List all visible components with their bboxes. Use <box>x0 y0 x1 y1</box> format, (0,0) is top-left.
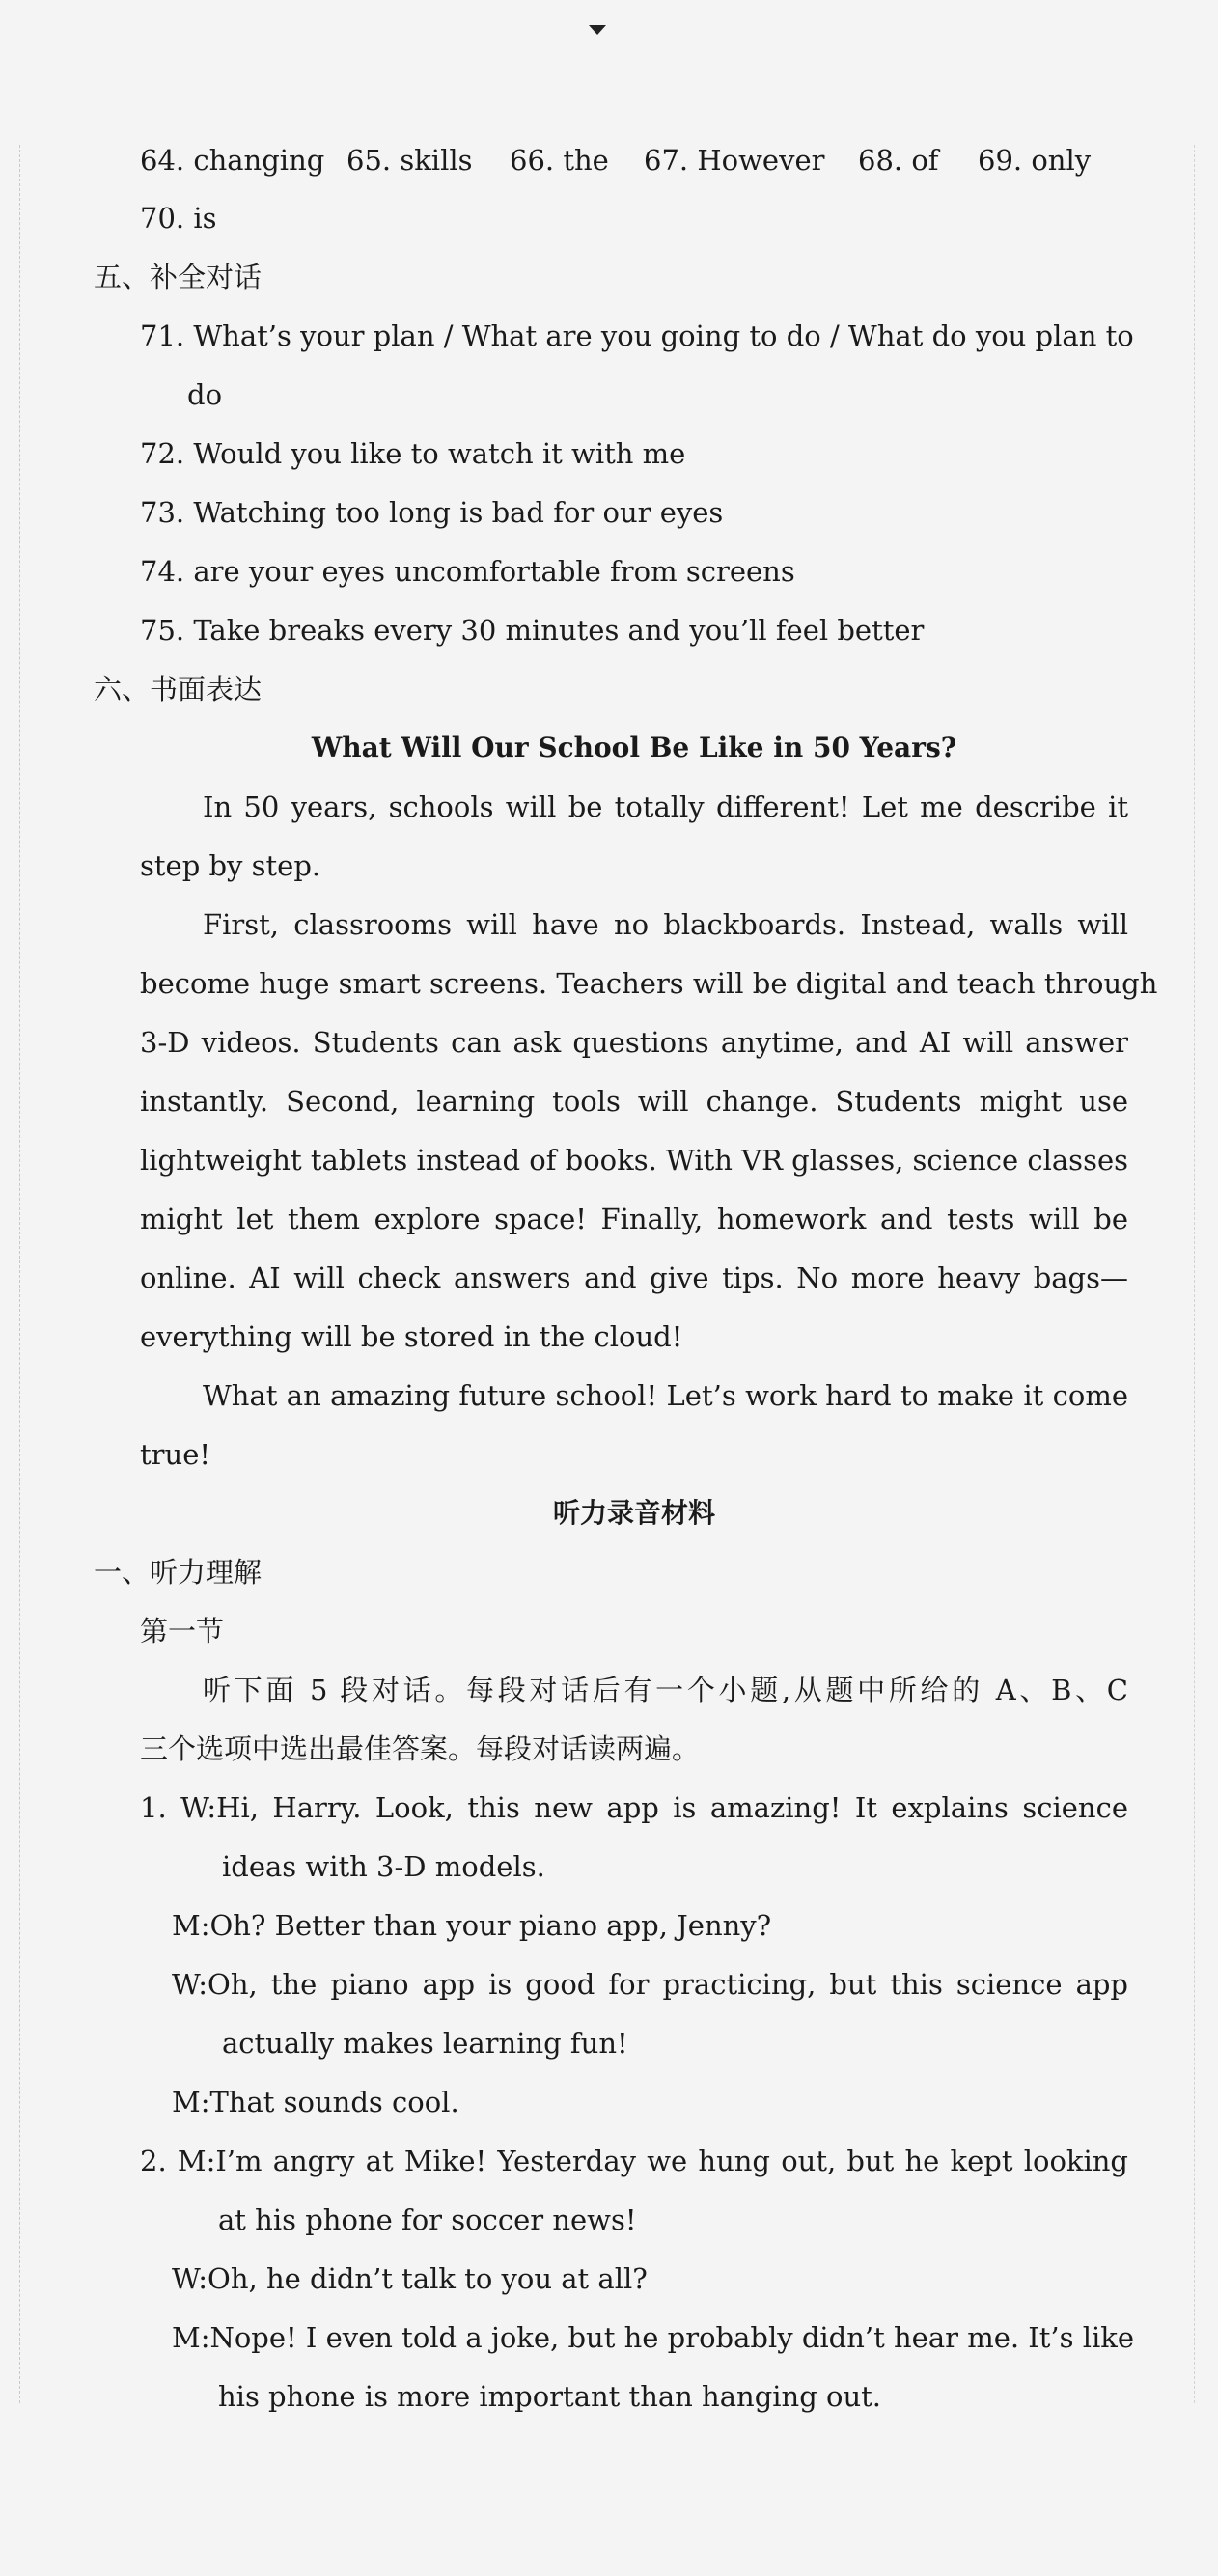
dialogue1-line: actually makes learning fun! <box>222 2027 628 2060</box>
answer-70: 70. is <box>140 202 217 235</box>
page-top-marker-icon <box>589 25 606 35</box>
answer-row-64-69 <box>140 141 1105 180</box>
essay-title: What Will Our School Be Like in 50 Years? <box>311 732 957 763</box>
essay-line: First, classrooms will have no blackboards. Instead, walls will <box>203 908 1128 941</box>
essay-line: everything will be stored in the cloud! <box>140 1320 683 1353</box>
answer-73: 73. Watching too long is bad for our eyes <box>140 496 724 529</box>
answer-74: 74. are your eyes uncomfortable from screens <box>140 555 795 588</box>
listening-instructions-line1: 听下面 5 段对话。每段对话后有一个小题,从题中所给的 A、B、C <box>203 1674 1128 1706</box>
answer-65: 65. skills <box>346 144 473 177</box>
essay-line: What an amazing future school! Let’s work hard to make it come <box>203 1379 1128 1412</box>
answer-71-line1: 71. What’s your plan / What are you going to do / What do you plan to <box>140 319 1134 352</box>
answer-71-line2: do <box>187 378 223 411</box>
essay-line: become huge smart screens. Teachers will be digital and teach through <box>140 967 1158 1000</box>
essay-line: online. AI will check answers and give tips. No more heavy bags— <box>140 1261 1128 1294</box>
dialogue2-line: at his phone for soccer news! <box>218 2203 637 2236</box>
dialogue1-line: ideas with 3-D models. <box>222 1850 545 1883</box>
dialogue2-line: 2. M:I’m angry at Mike! Yesterday we hung out, but he kept looking <box>140 2145 1128 2177</box>
section5-heading: 五、补全对话 <box>94 261 263 293</box>
essay-line: true! <box>140 1438 211 1471</box>
dialogue1-line: M:Oh? Better than your piano app, Jenny? <box>172 1909 772 1942</box>
essay-line: In 50 years, schools will be totally different! Let me describe it <box>203 790 1128 823</box>
dialogue2-line: W:Oh, he didn’t talk to you at all? <box>172 2262 648 2295</box>
answer-67: 67. However <box>644 144 825 177</box>
answer-68: 68. of <box>858 144 939 177</box>
section6-heading: 六、书面表达 <box>94 673 263 706</box>
answer-64: 64. changing <box>140 144 325 177</box>
dialogue2-line: M:Nope! I even told a joke, but he probably didn’t hear me. It’s like <box>172 2321 1135 2354</box>
listening-title: 听力录音材料 <box>552 1497 715 1529</box>
left-margin-line <box>19 145 20 2403</box>
dialogue2-line: his phone is more important than hanging out. <box>218 2380 882 2413</box>
essay-line: lightweight tablets instead of books. With VR glasses, science classes <box>140 1144 1128 1177</box>
right-margin-line <box>1194 145 1195 2403</box>
essay-line: might let them explore space! Finally, homework and tests will be <box>140 1203 1128 1235</box>
listening-part-heading: 第一节 <box>140 1615 225 1648</box>
answer-69: 69. only <box>978 144 1092 177</box>
listening-section-heading: 一、听力理解 <box>94 1556 263 1589</box>
dialogue1-line: W:Oh, the piano app is good for practicing, but this science app <box>172 1968 1128 2001</box>
dialogue1-line: 1. W:Hi, Harry. Look, this new app is amazing! It explains science <box>140 1791 1128 1824</box>
essay-line: instantly. Second, learning tools will change. Students might use <box>140 1085 1128 1118</box>
answer-72: 72. Would you like to watch it with me <box>140 437 686 470</box>
essay-line: 3-D videos. Students can ask questions anytime, and AI will answer <box>140 1026 1128 1059</box>
essay-line: step by step. <box>140 849 321 882</box>
answer-66: 66. the <box>510 144 609 177</box>
answer-75: 75. Take breaks every 30 minutes and you’ll feel better <box>140 614 925 647</box>
dialogue1-line: M:That sounds cool. <box>172 2086 459 2119</box>
listening-instructions-line2: 三个选项中选出最佳答案。每段对话读两遍。 <box>140 1732 701 1765</box>
